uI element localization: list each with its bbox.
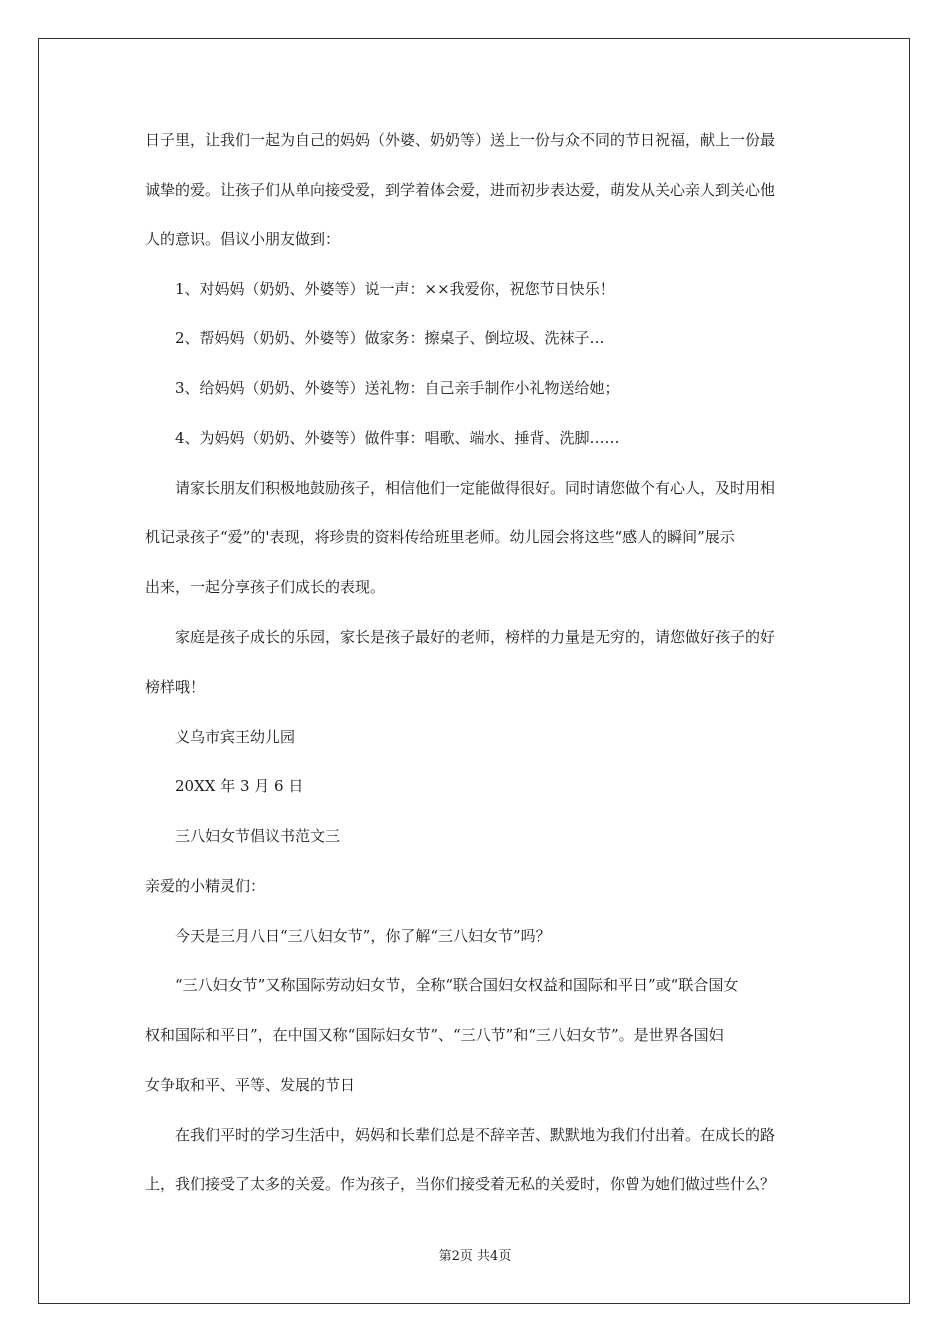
text-line: 诚挚的爱。让孩子们从单向接受爱，到学着体会爱，进而初步表达爱，萌发从关心亲人到关心他 (145, 181, 776, 199)
text-line: 在我们平时的学习生活中，妈妈和长辈们总是不辞辛苦、默默地为我们付出着。在成长的路 (175, 1126, 776, 1144)
page-footer: 第2页 共4页 (438, 1249, 512, 1264)
text-line: 出来，一起分享孩子们成长的表现。 (145, 578, 386, 596)
text-line: “三八妇女节”又称国际劳动妇女节，全称“联合国妇女权益和国际和平日”或“联合国女 (175, 976, 739, 994)
text-line: 请家长朋友们积极地鼓励孩子，相信他们一定能做得很好。同时请您做个有心人，及时用相 (175, 479, 776, 497)
text-line: 日子里，让我们一起为自己的妈妈（外婆、奶奶等）送上一份与众不同的节日祝福，献上一份最 (145, 131, 776, 149)
text-line: 人的意识。倡议小朋友做到： (145, 230, 341, 248)
signature-org: 义乌市宾王幼儿园 (175, 728, 296, 746)
list-item: 4、为妈妈（奶奶、外婆等）做件事：唱歌、端水、捶背、洗脚…… (175, 429, 620, 447)
page-border (38, 38, 910, 1304)
text-line: 上，我们接受了太多的关爱。作为孩子，当你们接受着无私的关爱时，你曾为她们做过些什么？ (145, 1175, 776, 1193)
text-line: 榜样哦！ (145, 678, 206, 696)
text-line: 家庭是孩子成长的乐园，家长是孩子最好的老师，榜样的力量是无穷的，请您做好孩子的好 (175, 628, 776, 646)
signature-date: 20XX 年 3 月 6 日 (175, 777, 304, 795)
salutation: 亲爱的小精灵们： (145, 877, 266, 895)
text-line: 权和国际和平日”，在中国又称“国际妇女节”、“三八节”和“三八妇女节”。是世界各国妇 (145, 1026, 724, 1044)
list-item: 2、帮妈妈（奶奶、外婆等）做家务：擦桌子、倒垃圾、洗袜子… (175, 329, 605, 347)
text-line: 女争取和平、平等、发展的节日 (145, 1076, 356, 1094)
list-item: 1、对妈妈（奶奶、外婆等）说一声：××我爱你，祝您节日快乐！ (175, 280, 615, 298)
section-title: 三八妇女节倡议书范文三 (175, 827, 341, 845)
text-line: 机记录孩子“爱”的'表现，将珍贵的资料传给班里老师。幼儿园会将这些“感人的瞬间”展示 (145, 528, 735, 546)
text-line: 今天是三月八日“三八妇女节”，你了解“三八妇女节”吗？ (175, 927, 551, 945)
list-item: 3、给妈妈（奶奶、外婆等）送礼物：自己亲手制作小礼物送给她； (175, 379, 620, 397)
